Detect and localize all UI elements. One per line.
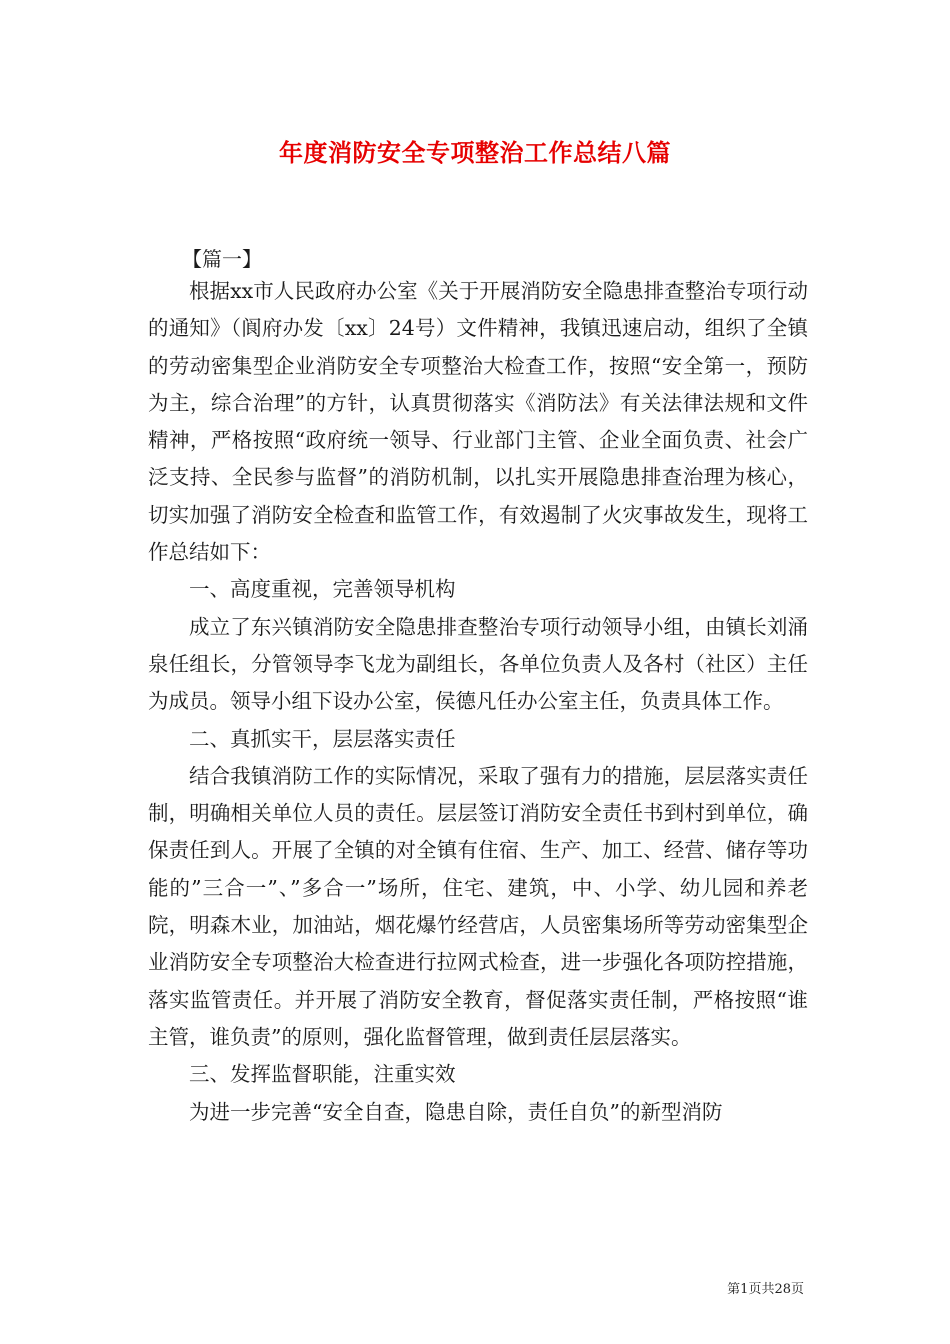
- section-heading-2: 二、真抓实干，层层落实责任: [189, 726, 456, 751]
- document-body: [148, 273, 808, 1131]
- page-number: 第1页共28页: [727, 1282, 804, 1297]
- paragraph-leadership: 成立了东兴镇消防安全隐患排查整治专项行动领导小组，由镇长刘涌泉任组长，分管领导李飞龙为副组长，各单位负责人及各村（社区）主任为成员。领导小组下设办公室，侯德凡任办公室主任，负责具体工作。: [148, 614, 808, 714]
- section-heading-3: 三、发挥监督职能，注重实效: [189, 1062, 456, 1087]
- section-label: 【篇一】: [182, 247, 262, 271]
- paragraph-responsibility: 结合我镇消防工作的实际情况，采取了强有力的措施，层层落实责任制，明确相关单位人员的责任。层层签订消防安全责任书到村到单位，确保责任到人。开展了全镇的对全镇有住宿、生产、加工、经营、储存等功能的”三合一”、”多合一”场所，住宅、建筑，中、小学、幼儿园和养老院，明森木业，加油站，烟花爆竹经营店，人员密集场所等劳动密集型企业消防安全专项整治大检查进行拉网式检查，进一步强化各项防控措施，落实监管责任。并开展了消防安全教育，督促落实责任制，严格按照“谁主管，谁负责”的原则，强化监督管理，做到责任层层落实。: [148, 763, 808, 1049]
- intro-paragraph: 根据xx市人民政府办公室《关于开展消防安全隐患排查整治专项行动的通知》（阆府办发〔xx〕24号）文件精神，我镇迅速启动，组织了全镇的劳动密集型企业消防安全专项整治大检查工作，按照“安全第一，预防为主，综合治理”的方针，认真贯彻落实《消防法》有关法律法规和文件精神，严格按照“政府统一领导、行业部门主管、企业全面负责、社会广泛支持、全民参与监督”的消防机制，以扎实开展隐患排查治理为核心，切实加强了消防安全检查和监管工作，有效遏制了火灾事故发生，现将工作总结如下：: [148, 279, 808, 565]
- paragraph-supervision: 为进一步完善“安全自查，隐患自除，责任自负”的新型消防: [189, 1099, 723, 1124]
- section-heading-1: 一、高度重视，完善领导机构: [189, 577, 456, 602]
- document-title: 年度消防安全专项整治工作总结八篇: [279, 138, 671, 167]
